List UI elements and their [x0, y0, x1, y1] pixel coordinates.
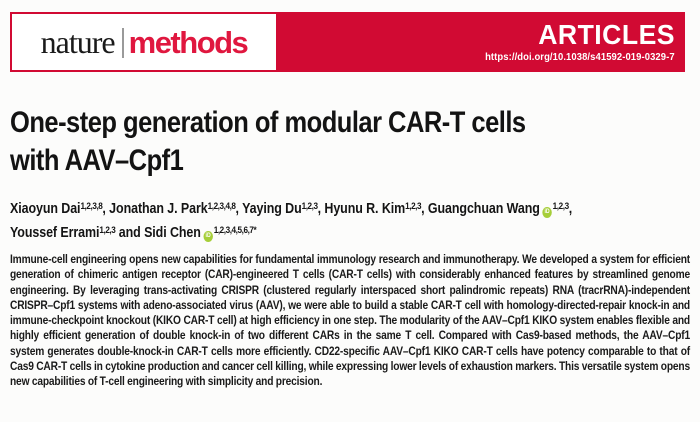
author-name: Yaying Du — [242, 201, 302, 217]
journal-header — [10, 12, 685, 72]
author-separator: , — [102, 201, 110, 217]
author-affiliation-superscript: 1,2,3,4,8 — [207, 200, 236, 212]
author-line-1 — [10, 198, 689, 222]
author-separator: and — [115, 225, 145, 241]
author-affiliation-superscript: 1,2,3 — [405, 200, 422, 212]
author-separator: , — [235, 201, 243, 217]
methods-logotype: methods — [128, 24, 248, 60]
article-title — [10, 104, 690, 180]
author-name: Guangchuan Wang — [427, 201, 540, 217]
author-name: Jonathan J. Park — [109, 201, 208, 217]
title-line-1: One-step generation of modular CAR-T cells — [10, 106, 526, 139]
orcid-icon[interactable]: iD — [203, 231, 212, 242]
author-affiliation-superscript: 1,2,3,8 — [80, 200, 103, 212]
author-line-2 — [10, 222, 689, 246]
author-affiliation-superscript: 1,2,3 — [99, 224, 116, 236]
author-affiliation-superscript: 1,2,3 — [301, 200, 318, 212]
title-line-2: with AAV–Cpf1 — [10, 144, 184, 177]
logo-divider — [122, 28, 124, 58]
author-name: Youssef Errami — [10, 225, 100, 241]
author-list — [10, 198, 689, 246]
author-affiliation-superscript: 1,2,3,4,5,6,7* — [213, 224, 257, 236]
doi-link[interactable]: https://doi.org/10.1038/s41592-019-0329-7 — [485, 50, 675, 63]
orcid-icon[interactable]: iD — [542, 207, 551, 218]
nature-methods-logo — [10, 12, 278, 72]
article-type-label: ARTICLES — [538, 18, 675, 50]
article-type-banner — [278, 12, 685, 72]
author-affiliation-superscript: 1,2,3 — [552, 200, 569, 212]
author-separator: , — [568, 201, 573, 217]
author-name: Hyunu R. Kim — [324, 201, 406, 217]
author-separator: , — [317, 201, 325, 217]
author-separator: , — [421, 201, 428, 217]
nature-logotype: nature — [40, 24, 115, 60]
author-name: Sidi Chen — [144, 225, 201, 241]
abstract-text: Immune-cell engineering opens new capabilities for fundamental immunology research and immunotherapy. We developed a system for efficient generation of chimeric antigen receptor (CAR)-engineered T cells (CAR-T cells) with considerably enhanced features by streamlined genome engineering. By leveraging trans-activating CRISPR (clustered regularly interspaced short palindromic repeats) RNA (tracrRNA)-independent CRISPR–Cpf1 systems with adeno-associated virus (AAV), we were able to build a stable CAR-T cell with homology-directed-repair knock-in and immune-checkpoint knockout (KIKO CAR-T cell) at high efficiency in one step. The modularity of the AAV–Cpf1 KIKO system enables flexible and highly efficient generation of double knock-in of two different CARs in the same T cell. Compared with Cas9-based methods, the AAV–Cpf1 system generates double-knock-in CAR-T cells more efficiently. CD22-specific AAV–Cpf1 KIKO CAR-T cells have potency comparable to that of Cas9 CAR-T cells in cytokine production and cancer cell killing, while expressing lower levels of exhaustion markers. This versatile system opens new capabilities of T-cell engineering with simplicity and precision. — [10, 252, 690, 389]
author-name: Xiaoyun Dai — [10, 201, 81, 217]
